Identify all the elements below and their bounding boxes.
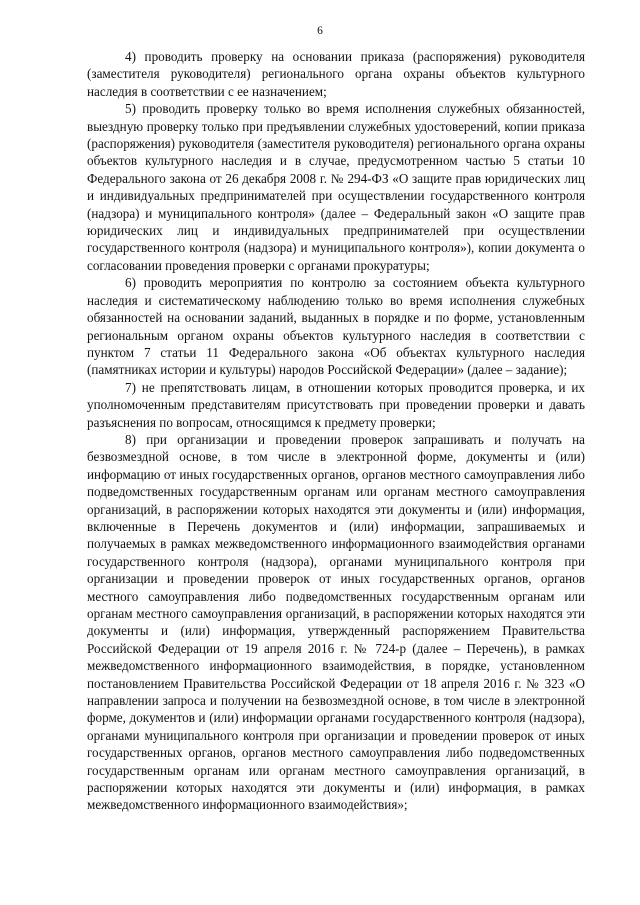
paragraph-item-6: 6) проводить мероприятия по контролю за состоянием объекта культурного наследия и систематическому наблюдению только во время исполнения служебных обязанностей на основании заданий, выданных в порядке и по форме, установленным региональным органом охраны объектов культурного наследия в соответствии с пунктом 7 статьи 11 Федерального закона «Об объектах культурного наследия (памятниках истории и культуры) народов Российской Федерации» (далее – задание);	[87, 275, 585, 378]
paragraph-item-7: 7) не препятствовать лицам, в отношении которых проводится проверка, и их уполномоченным представителям присутствовать при проведении проверки и давать разъяснения по вопросам, относящимся к предмету проверки;	[87, 379, 585, 430]
page-number: 6	[317, 25, 323, 37]
paragraph-item-5: 5) проводить проверку только во время исполнения служебных обязанностей, выездную проверку только при предъявлении служебных удостоверений, копии приказа (распоряжения) руководителя (заместителя руководителя) регионального органа охраны объектов культурного наследия и в случае, предусмотренном частью 5 статьи 10 Федерального закона от 26 декабря 2008 г. № 294-ФЗ «О защите прав юридических лиц и индивидуальных предпринимателей при осуществлении государственного контроля (надзора) и муниципального контроля» (далее – Федеральный закон «О защите прав юридических лиц и индивидуальных предпринимателей при осуществлении государственного контроля (надзора) и муниципального контроля»), копии документа о согласовании проведения проверки с органами прокуратуры;	[87, 101, 585, 273]
document-body	[87, 48, 585, 814]
paragraph-item-4: 4) проводить проверку на основании приказа (распоряжения) руководителя (заместителя руководителя) регионального органа охраны объектов культурного наследия в соответствии с ее назначением;	[87, 49, 585, 99]
paragraph-item-8: 8) при организации и проведении проверок запрашивать и получать на безвозмездной основе, в том числе в электронной форме, документы и (или) информацию от иных государственных органов, органов местного самоуправления либо подведомственных государственным органам или органам местного самоуправления организаций, в распоряжении которых находятся эти документы и (или) информация, включенные в Перечень документов и (или) информации, запрашиваемых и получаемых в рамках межведомственного информационного взаимодействия органами государственного контроля (надзора), органами муниципального контроля при организации и проведении проверок от иных государственных органов, органов местного самоуправления либо подведомственных государственным органам или органам местного самоуправления организаций, в распоряжении которых находятся эти документы и (или) информация, утвержденный распоряжением Правительства Российской Федерации от 19 апреля 2016 г. № 724-р (далее – Перечень), в рамках межведомственного информационного взаимодействия, в порядке, установленном постановлением Правительства Российской Федерации от 18 апреля 2016 г. № 323 «О направлении запроса и получении на безвозмездной основе, в том числе в электронной форме, документов и (или) информации органами государственного контроля (надзора), органами муниципального контроля при организации и проведении проверок от иных государственных органов, органов местного самоуправления либо подведомственных государственным органам или органам местного самоуправления организаций, в распоряжении которых находятся эти документы и (или) информация, в рамках межведомственного информационного взаимодействия»;	[87, 431, 585, 813]
